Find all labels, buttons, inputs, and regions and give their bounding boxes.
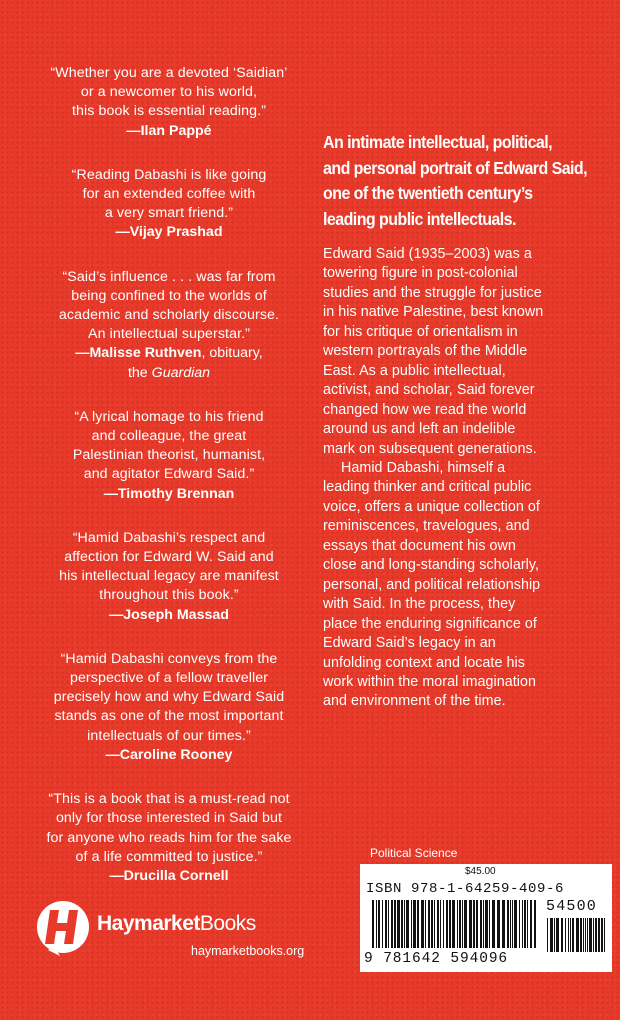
barcode-digits: 9 781642 594096 bbox=[364, 951, 509, 967]
quote-publication: Guardian bbox=[151, 364, 211, 381]
description-column bbox=[323, 130, 613, 712]
quote-author: —Drucilla Cornell bbox=[109, 867, 229, 884]
barcode-label bbox=[360, 864, 612, 972]
quote-7 bbox=[18, 790, 320, 886]
quote-4 bbox=[18, 408, 320, 504]
quote-5 bbox=[18, 529, 320, 625]
quote-text: “This is a book that is a must-read not only for those interested in Said but for anyone who reads him for the sake of a life committed to justice.” bbox=[46, 791, 292, 865]
quote-text: “Said’s influence . . . was far from being confined to the worlds of academic and scholarly discourse. An intellectual superstar.” bbox=[58, 268, 280, 343]
haymarket-h-icon bbox=[36, 898, 94, 960]
quote-text: “A lyrical homage to his friend and colleague, the great Palestinian theorist, humanist, and agitator Edward Said.” bbox=[72, 408, 266, 483]
quote-author: —Joseph Massad bbox=[109, 606, 229, 623]
quote-author: —Caroline Rooney bbox=[105, 746, 233, 763]
description-paragraph-2 bbox=[323, 459, 613, 712]
quote-author-note: , obituary, bbox=[201, 345, 263, 362]
quote-text: “Hamid Dabashi’s respect and affection for Edward W. Said and his intellectual legacy are manifest throughout this book.” bbox=[59, 529, 279, 604]
quote-author: —Malisse Ruthven bbox=[75, 345, 202, 362]
quote-3 bbox=[18, 268, 320, 383]
quote-author-line bbox=[18, 344, 320, 363]
price: $45.00 bbox=[465, 866, 496, 877]
quote-author: —Ilan Pappé bbox=[126, 122, 212, 139]
category-label: Political Science bbox=[370, 846, 458, 860]
publisher-name-bold: Haymarket bbox=[97, 912, 200, 935]
quote-1 bbox=[18, 64, 320, 141]
isbn: ISBN 978-1-64259-409-6 bbox=[366, 881, 565, 897]
description-paragraph-1: Edward Said (1935–2003) was a towering figure in post-colonial studies and the struggle for justice in his native Palestine, best known for his critique of orientalism in western portrayals of the Middle East. As a public intellectual, activist, and scholar, Said forever changed how we read the world around us and left an indelible mark on subsequent generations. bbox=[323, 246, 544, 457]
quote-2 bbox=[18, 166, 320, 243]
quote-publication-prefix: the bbox=[127, 364, 148, 381]
quote-text: “Hamid Dabashi conveys from the perspective of a fellow traveller precisely how and why Edward Said stands as one of the most important intellectuals of our times.” bbox=[53, 650, 285, 744]
quote-text: “Reading Dabashi is like going for an extended coffee with a very smart friend.” bbox=[71, 166, 267, 222]
quote-author: —Timothy Brennan bbox=[103, 485, 235, 502]
description-paragraph-2-text: Hamid Dabashi, himself a leading thinker and critical public voice, offers a unique collection of reminiscences, travelogues, and essays that document his own close and long-standing scholarly, personal, and political relationship with Said. In the process, they place the enduring significance of Edward Said’s legacy in an unfolding context and locate his work within the moral imagination and environment of the time. bbox=[323, 459, 541, 710]
quote-text: “Whether you are a devoted ‘Saidian’ or a newcomer to his world, this book is essential reading.” bbox=[50, 65, 288, 120]
publisher-logo bbox=[36, 898, 336, 968]
publisher-name-light: Books bbox=[199, 912, 256, 935]
quote-publication-line bbox=[18, 364, 320, 383]
publisher-name bbox=[97, 912, 256, 936]
quote-6 bbox=[18, 650, 320, 765]
quote-author: —Vijay Prashad bbox=[115, 224, 223, 241]
publisher-url: haymarketbooks.org bbox=[191, 944, 305, 958]
blurbs-column bbox=[18, 64, 320, 911]
headline: An intimate intellectual, political, and personal portrait of Edward Said, one of the twentieth century’s leading public intellectuals. bbox=[323, 132, 588, 229]
barcode-addon-digits: 54500 bbox=[546, 898, 598, 915]
